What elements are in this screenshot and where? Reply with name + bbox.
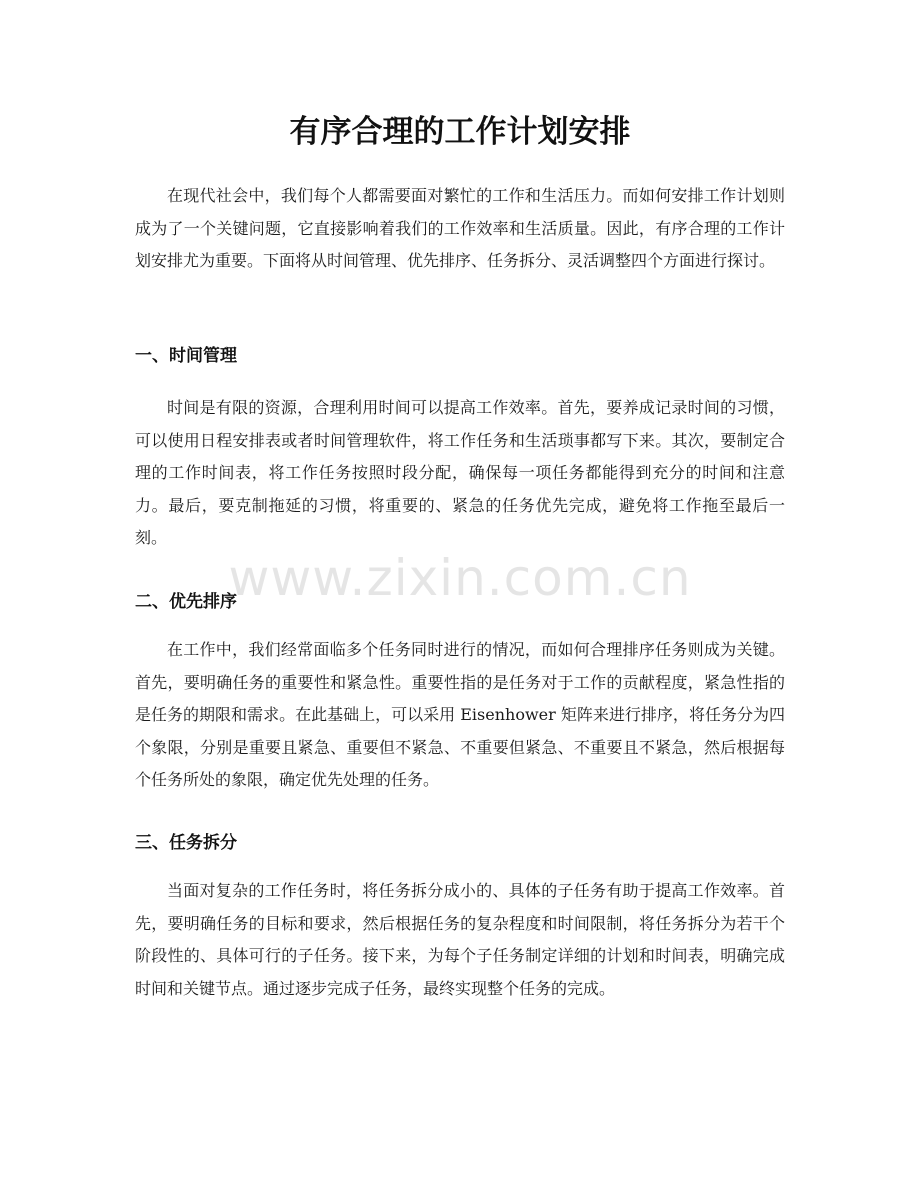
section-heading-task-split: 三、任务拆分 — [135, 833, 237, 853]
section-body-task-split: 当面对复杂的工作任务时，将任务拆分成小的、具体的子任务有助于提高工作效率。首先，要明确任务的目标和要求，然后根据任务的复杂程度和时间限制，将任务拆分为若干个阶段性的、具体可行的子任务。接下来，为每个子任务制定详细的计划和时间表，明确完成时间和关键节点。通过逐步完成子任务，最终实现整个任务的完成。 — [135, 881, 785, 998]
watermark: www.zixin.com.cn — [228, 549, 692, 607]
section-heading-time-management: 一、时间管理 — [135, 346, 237, 366]
intro-paragraph: 在现代社会中，我们每个人都需要面对繁忙的工作和生活压力。而如何安排工作计划则成为了一个关键问题，它直接影响着我们的工作效率和生活质量。因此，有序合理的工作计划安排尤为重要。下面将从时间管理、优先排序、任务拆分、灵活调整四个方面进行探讨。 — [135, 186, 785, 270]
section-body-time-management: 时间是有限的资源，合理利用时间可以提高工作效率。首先，要养成记录时间的习惯，可以使用日程安排表或者时间管理软件，将工作任务和生活琐事都写下来。其次，要制定合理的工作时间表，将工作任务按照时段分配，确保每一项任务都能得到充分的时间和注意力。最后，要克制拖延的习惯，将重要的、紧急的任务优先完成，避免将工作拖至最后一刻。 — [135, 398, 785, 547]
section-body-priority: 在工作中，我们经常面临多个任务同时进行的情况，而如何合理排序任务则成为关键。首先，要明确任务的重要性和紧急性。重要性指的是任务对于工作的贡献程度，紧急性指的是任务的期限和需求。在此基础上，可以采用 Eisenhower 矩阵来进行排序，将任务分为四个象限，分别是重要且紧急、重要但不紧急、不重要但紧急、不重要且不紧急，然后根据每个任务所处的象限，确定优先处理的任务。 — [135, 640, 785, 789]
document-title: 有序合理的工作计划安排 — [289, 114, 631, 150]
section-heading-priority: 二、优先排序 — [135, 592, 237, 612]
